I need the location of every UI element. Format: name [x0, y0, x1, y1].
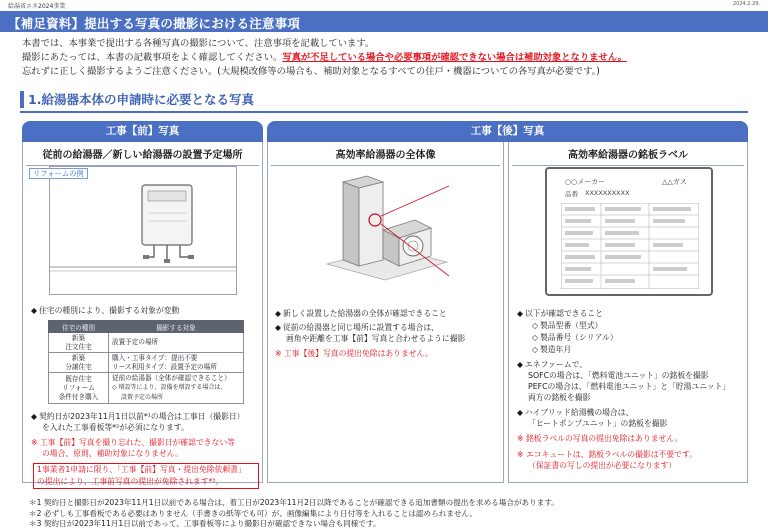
water-heater-units-illustration [319, 166, 449, 295]
exemption-line-2: の提出により、工事前写真の提出が免除されます*³。 [37, 476, 224, 486]
right-bullet-3: ◆ ハイブリッド給湯機の場合は、 [517, 408, 634, 417]
right-bullet-2: ◆ エネファームで、 [517, 360, 588, 369]
page-title: 【補足資料】提出する写真の撮影における注意事項 [8, 16, 301, 31]
document-date: 2024.2.29. [732, 1, 760, 7]
intro-text [22, 37, 762, 80]
nameplate-product-code: XXXXXXXXXX [585, 189, 630, 197]
nameplate-table-graphic [561, 203, 699, 289]
footnote-2: ＊2 必ずしも工事看板である必要はありません（手書きの紙等でも可）が、画像編集により日付等を入れることは認められません。 [29, 508, 478, 518]
right-bullet-3-cont: 「ヒートポンプユニット」の銘板を撮影 [528, 419, 668, 428]
exemption-note-box [33, 463, 259, 489]
wall-heater-illustration [50, 167, 236, 294]
photo-example-tag: リフォームの例 [29, 168, 88, 179]
nameplate-maker: ○○メーカー [565, 178, 606, 186]
mid-bullet-2-cont: 画角や距離を工事【前】写真と合わせるように撮影 [286, 334, 466, 343]
program-name: 給湯省エネ2024事業 [8, 3, 66, 10]
subheader-before: 従前の給湯器／新しい給湯器の設置予定場所 [26, 146, 259, 166]
right-bullet-2-line2: SOFCの場合は、「燃料電池ユニット」の銘板を撮影 [528, 371, 709, 380]
intro-line-2 [22, 51, 762, 65]
table-header-type: 住宅の種別 [49, 321, 109, 333]
left-warning-1: ※ 工事【前】写真を撮り忘れた、撮影日が確認できない等 [31, 438, 235, 447]
subheader-overall: 高効率給湯器の全体像 [271, 146, 500, 166]
nameplate-product-label: 品番 [565, 190, 578, 198]
before-photo-illustration [49, 166, 237, 295]
table-row: 新築 分譲住宅 購入・工事タイプ：提出不要 リース利用タイプ：設置予定の場所 [49, 353, 244, 373]
right-item-1: ◇ 製品型番（型式） [532, 321, 603, 330]
left-bullet-1: ◆ 住宅の種別により、撮影する対象が変動 [31, 306, 180, 315]
right-warning-2-cont: （保証書の写しの提出が必要になります） [528, 461, 677, 470]
intro-line-1: 本書では、本事業で提出する各種写真の撮影について、注意事項を記載しています。 [22, 38, 375, 49]
section-marker [20, 91, 24, 108]
intro-line-3: 忘れずに正しく撮影するようご注意ください。(大規模改修等の場合も、補助対象となるすべての住戸・機器についての各写真が必要です。) [22, 66, 600, 78]
footnote-1: ＊1 契約日と撮影日が2023年11月1日以前である場合は、着工日が2023年11月2日以降であることが確認できる追加書類の提出を求める場合があります。 [29, 498, 559, 507]
mid-note: ※ 工事【後】写真の提出免除はありません。 [275, 349, 433, 358]
overall-photo-illustration [319, 166, 449, 295]
right-item-3: ◇ 製造年月 [532, 345, 572, 354]
panel-before-header: 工事【前】写真 [22, 121, 263, 142]
section-heading [20, 88, 748, 113]
right-bullet-1: ◆ 以下が確認できること [517, 309, 603, 318]
mid-bullet-1: ◆ 新しく設置した給湯器の全体が確認できること [275, 309, 447, 318]
exemption-line-1: 1事業者1申請に限り、「工事【前】写真・提出免除依頼書」 [37, 465, 246, 474]
section-title: 1.給湯器本体の申請時に必要となる写真 [28, 92, 254, 107]
right-bullet-2-line3: PEFCの場合は、「燃料電池ユニット」と「貯湯ユニット」 [528, 382, 731, 391]
table-row: 新築 注文住宅 設置予定の場所 [49, 333, 244, 353]
right-warning-1: ※ 銘板ラベルの写真の提出免除はありません。 [517, 434, 683, 443]
panel-after-header: 工事【後】写真 [267, 121, 748, 142]
footnote-3: ＊3 契約日が2023年11月1日以前であって、工事看板等により撮影日が確認できない場合も同様です。 [29, 519, 381, 529]
right-warning-2: ※ エコキュートは、銘板ラベルの撮影は不要です。 [517, 450, 697, 459]
housing-type-table [48, 320, 244, 404]
left-bullet-2: ◆ 契約日が2023年11月1日以前*¹の場合は工事日（撮影日） [31, 412, 245, 421]
intro-line-2-prefix: 撮影にあたっては、本書の記載事項をよく確認してください。 [22, 52, 283, 64]
nameplate-illustration [545, 167, 713, 296]
right-item-2: ◇ 製品番号（シリアル） [532, 333, 618, 342]
left-warning-2: の場合、原則、補助対象になりません。 [42, 449, 183, 458]
title-band [0, 11, 768, 32]
nameplate-gas: △△ガス [662, 178, 687, 186]
mid-bullet-2: ◆ 従前の給湯器と同じ場所に設置する場合は、 [275, 323, 439, 332]
footnotes [29, 498, 559, 530]
top-bar [0, 0, 768, 8]
right-bullet-2-line4: 両方の銘板を撮影 [528, 393, 591, 402]
table-row: 既存住宅 リフォーム 条件付き購入 従前の給湯器（全体が確認できること） ◇ 増設等により、設備を増設する場合は、 設置予定の場所 [49, 373, 244, 404]
intro-warning: 写真が不足している場合や必要事項が確認できない場合は補助対象となりません。 [282, 52, 627, 64]
left-bullet-2-cont: を入れた工事看板等*²が必須になります。 [42, 423, 189, 432]
subheader-nameplate: 高効率給湯器の銘板ラベル [512, 146, 744, 166]
table-header-target: 撮影する対象 [109, 321, 244, 333]
